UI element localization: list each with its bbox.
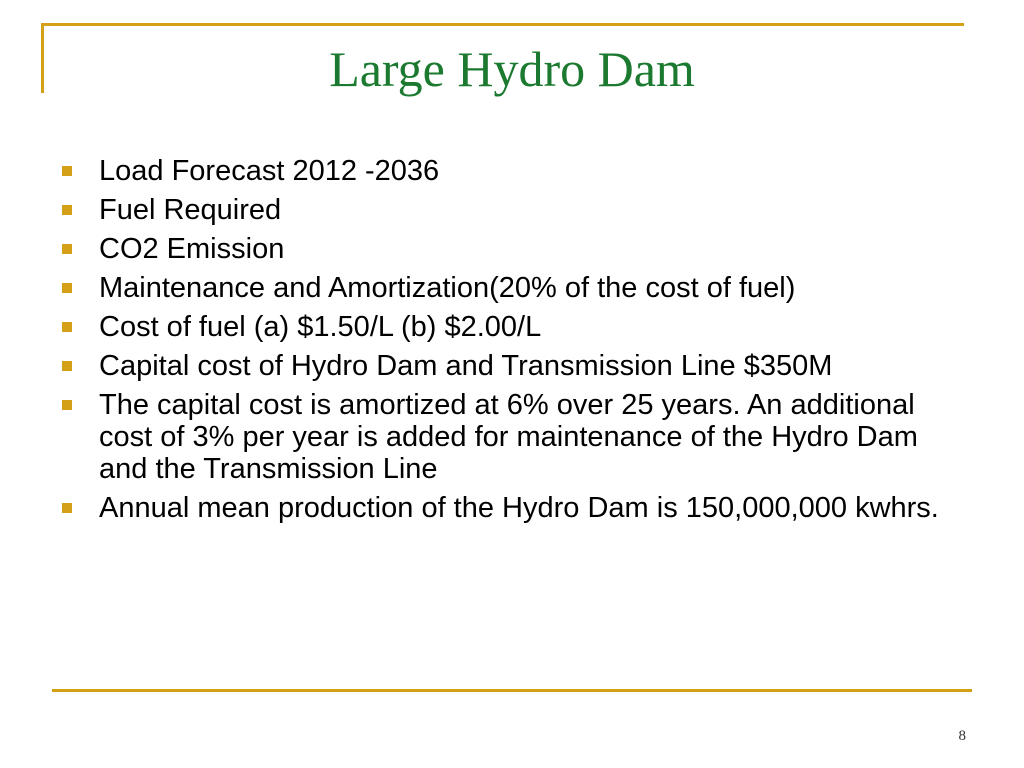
bullet-text: Annual mean production of the Hydro Dam is 150,000,000 kwhrs. xyxy=(99,492,939,524)
bullet-text: Capital cost of Hydro Dam and Transmission Line $350M xyxy=(99,350,833,382)
bullet-text: The capital cost is amortized at 6% over 25 years. An additional cost of 3% per year is added for maintenance of the Hydro Dam and the Transmission Line xyxy=(99,389,918,485)
square-bullet-icon xyxy=(62,322,72,332)
square-bullet-icon xyxy=(62,166,72,176)
square-bullet-icon xyxy=(62,361,72,371)
square-bullet-icon xyxy=(62,244,72,254)
bullet-list xyxy=(62,155,962,531)
bullet-item xyxy=(62,389,962,485)
bullet-text: Cost of fuel (a) $1.50/L (b) $2.00/L xyxy=(99,311,542,343)
bullet-text: Load Forecast 2012 -2036 xyxy=(99,155,440,187)
square-bullet-icon xyxy=(62,205,72,215)
bullet-text: Fuel Required xyxy=(99,194,282,226)
bullet-item xyxy=(62,350,962,382)
square-bullet-icon xyxy=(62,283,72,293)
top-border-line xyxy=(41,23,964,26)
page-number: 8 xyxy=(958,728,966,744)
bullet-item xyxy=(62,311,962,343)
slide-title: Large Hydro Dam xyxy=(329,41,695,97)
bullet-item xyxy=(62,194,962,226)
square-bullet-icon xyxy=(62,400,72,410)
bullet-item xyxy=(62,155,962,187)
bullet-item xyxy=(62,492,962,524)
footer-divider xyxy=(52,689,972,692)
square-bullet-icon xyxy=(62,503,72,513)
bullet-text: CO2 Emission xyxy=(99,233,285,265)
bullet-item xyxy=(62,272,962,304)
bullet-text: Maintenance and Amortization(20% of the cost of fuel) xyxy=(99,272,796,304)
bullet-item xyxy=(62,233,962,265)
